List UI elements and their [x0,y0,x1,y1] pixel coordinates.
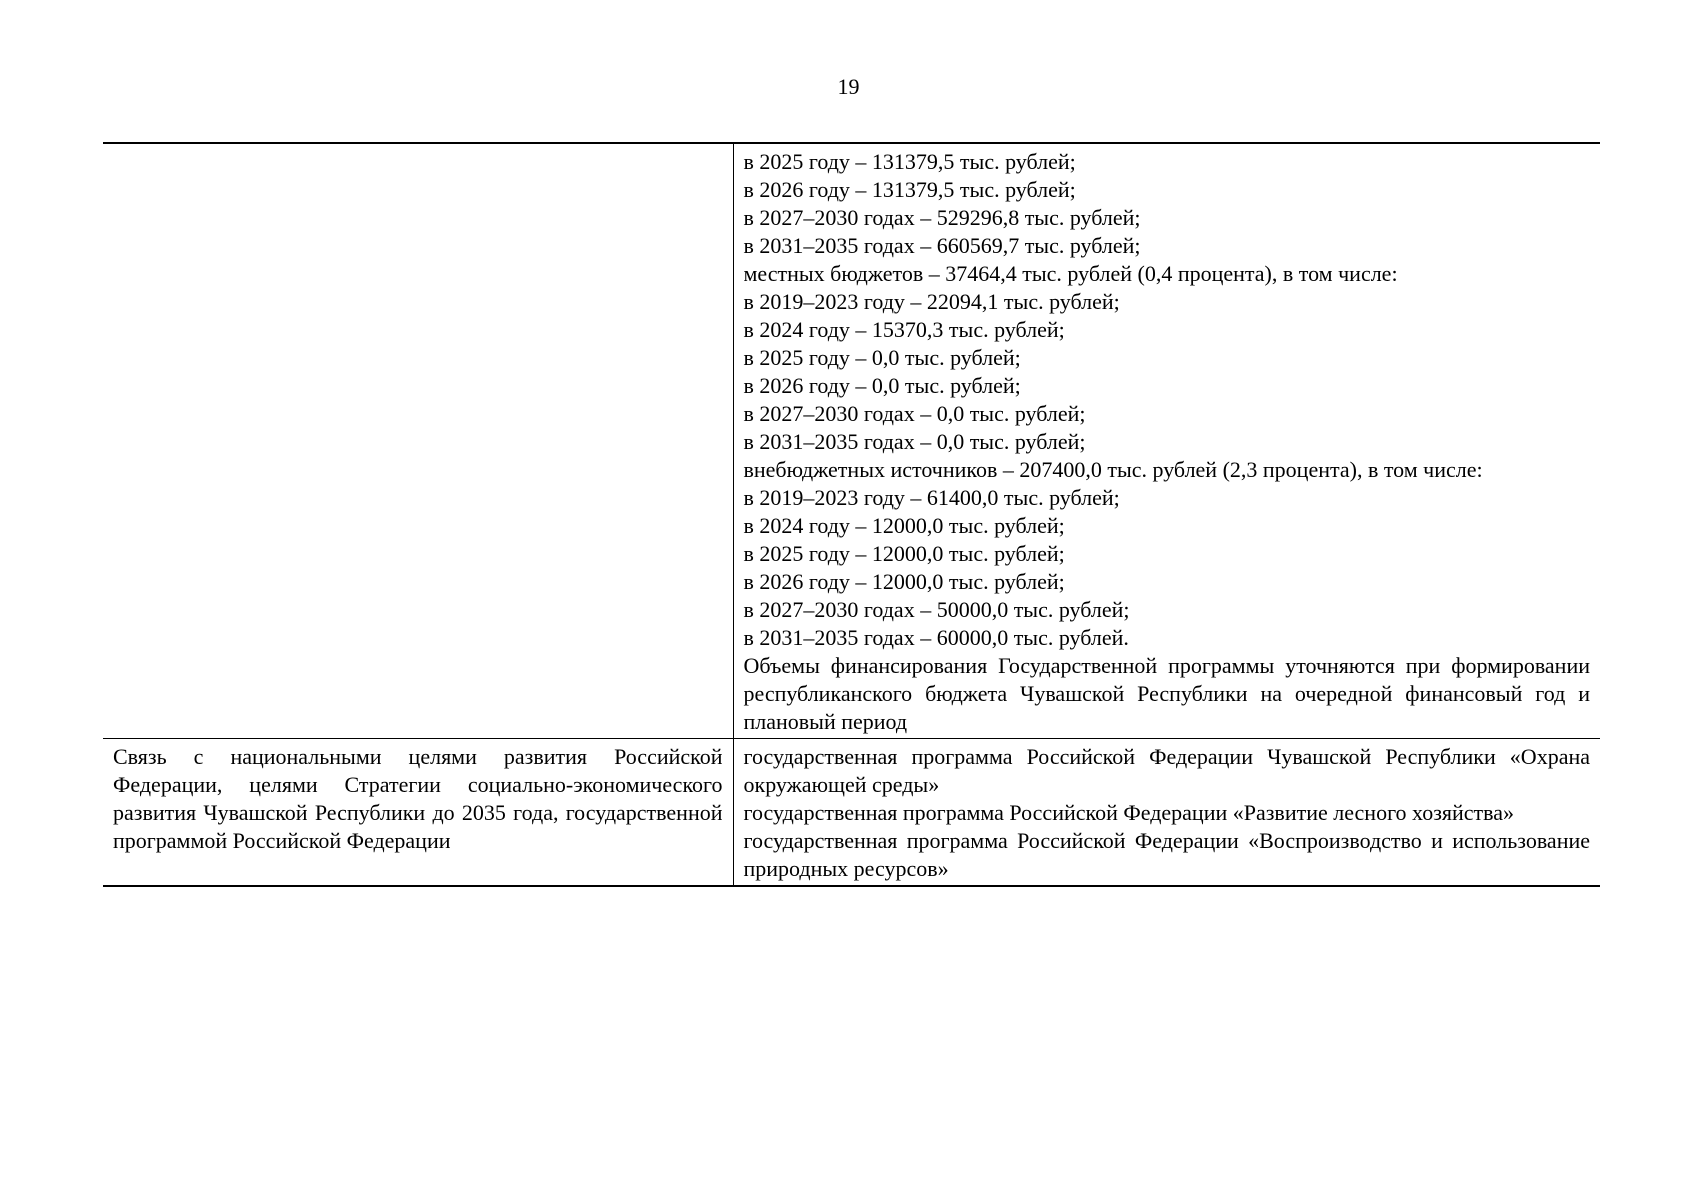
table-cell-right [733,739,1600,887]
row-label: Связь с национальными целями развития Российской Федерации, целями Стратегии социально-экономического развития Чувашской Республики до 2035 года, государственной программой Российской Федерации [113,744,723,853]
funding-line: в 2019–2023 году – 22094,1 тыс. рублей; [743,289,1120,314]
funding-line: в 2031–2035 годах – 60000,0 тыс. рублей. [743,625,1129,650]
table-row [103,143,1600,739]
program-paragraph: государственная программа Российской Федерации Чувашской Республики «Охрана окружающей среды» [743,744,1590,797]
funding-line: в 2031–2035 годах – 660569,7 тыс. рублей; [743,233,1141,258]
table-cell-left [103,739,733,887]
funding-line: в 2019–2023 году – 61400,0 тыс. рублей; [743,485,1120,510]
table-row [103,739,1600,887]
funding-line: в 2025 году – 0,0 тыс. рублей; [743,345,1021,370]
funding-line: внебюджетных источников – 207400,0 тыс. рублей (2,3 процента), в том числе: [743,457,1483,482]
funding-line: в 2027–2030 годах – 529296,8 тыс. рублей; [743,205,1141,230]
funding-line: в 2026 году – 131379,5 тыс. рублей; [743,177,1076,202]
funding-line: в 2025 году – 131379,5 тыс. рублей; [743,149,1076,174]
funding-line: в 2025 году – 12000,0 тыс. рублей; [743,541,1065,566]
funding-line: в 2026 году – 0,0 тыс. рублей; [743,373,1021,398]
program-paragraph: государственная программа Российской Федерации «Развитие лесного хозяйства» [743,800,1515,825]
table-cell-left [103,143,733,739]
funding-line: в 2027–2030 годах – 0,0 тыс. рублей; [743,401,1086,426]
funding-note-paragraph: Объемы финансирования Государственной программы уточняются при формировании республиканского бюджета Чувашской Республики на очередной финансовый год и плановый период [743,653,1590,734]
funding-line: в 2031–2035 годах – 0,0 тыс. рублей; [743,429,1086,454]
funding-line: в 2026 году – 12000,0 тыс. рублей; [743,569,1065,594]
funding-line: в 2024 году – 15370,3 тыс. рублей; [743,317,1065,342]
page-number: 19 [837,74,860,99]
funding-line: в 2027–2030 годах – 50000,0 тыс. рублей; [743,597,1130,622]
passport-table [103,142,1600,887]
funding-line: в 2024 году – 12000,0 тыс. рублей; [743,513,1065,538]
funding-line: местных бюджетов – 37464,4 тыс. рублей (0,4 процента), в том числе: [743,261,1398,286]
program-paragraph: государственная программа Российской Федерации «Воспроизводство и использование природных ресурсов» [743,828,1590,881]
table-cell-right [733,143,1600,739]
